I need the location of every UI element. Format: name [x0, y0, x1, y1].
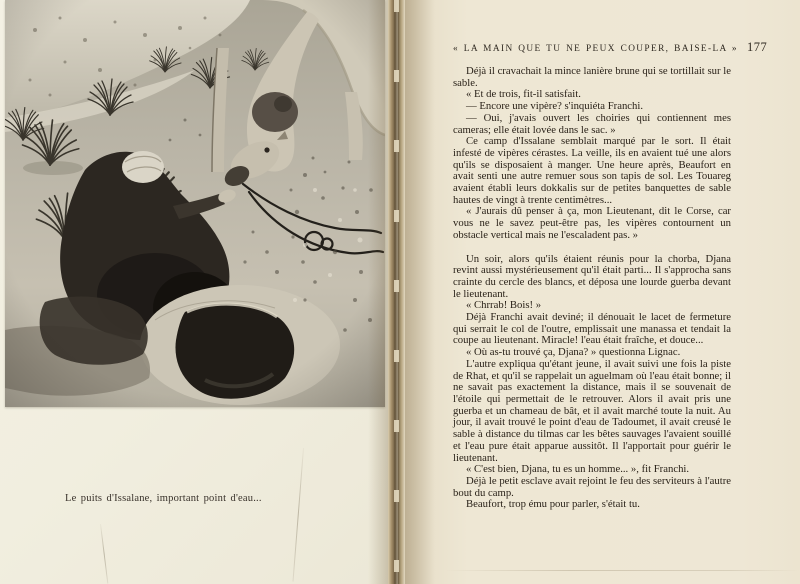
page-number: 177: [746, 40, 768, 54]
paragraph: — Encore une vipère? s'inquiéta Franchi.: [466, 100, 644, 113]
photo-desert-well: [5, 0, 385, 407]
paragraph: Un soir, alors qu'ils étaient réunis pour la chorba, Djana revint aussi mystérieusement qu'il était parti... Il s'approcha sans crainte du cercle des blancs, et déposa une lourde guerba devant le lieutenant.: [453, 252, 731, 300]
right-page: [405, 0, 800, 584]
left-page: [0, 0, 388, 584]
paragraph: « Chrrab! Bois! »: [466, 299, 542, 312]
photo-caption: Le puits d'Issalane, important point d'eau...: [65, 493, 262, 504]
paragraph: « Où as-tu trouvé ça, Djana? » questionna Lignac.: [466, 346, 681, 359]
paragraph: Déjà Franchi avait deviné; il dénouait le lacet de fermeture qui serrait le col de l'outre, emplissait une manassa et tendait la coupe au lieutenant. Miracle! l'eau était fraîche, et douce...: [453, 311, 731, 347]
paragraph: Déjà il cravachait la mince lanière brune qui se tortillait sur le sable.: [453, 65, 731, 89]
paper-scratch: [100, 524, 108, 584]
book-binding-gutter: [388, 0, 405, 584]
body-text: [453, 66, 731, 511]
paragraph: Beaufort, trop ému pour parler, s'était tu.: [466, 498, 640, 511]
page-header: [453, 40, 768, 55]
paragraph: Déjà le petit esclave avait rejoint le feu des serviteurs à l'autre bout du camp.: [453, 474, 731, 499]
paragraph: « Et de trois, fit-il satisfait.: [466, 88, 581, 101]
paper-scratch: [292, 448, 304, 582]
running-title: « LA MAIN QUE TU NE PEUX COUPER, BAISE-LA »: [453, 44, 738, 54]
photo-illustration: [5, 0, 385, 407]
paragraph: — Oui, j'avais ouvert les choiries qui contiennent mes cameras; elle était lovée dans le sac. »: [453, 111, 731, 136]
paragraph: « J'aurais dû penser à ça, mon Lieutenant, dit le Corse, car vous ne le savez peut-être pas, les vipères contournent un obstacle vertical mais ne l'escaladent pas. »: [453, 205, 731, 241]
binding-stitches: [394, 0, 399, 584]
paragraph: Ce camp d'Issalane semblait marqué par le sort. Il était infesté de vipères cérastes. La veille, ils en avaient tué une alors qu'ils se disposaient à manger. Une heure après, Beaufort en avait senti une autre remuer sous son tapis de sol. Les Touareg avaient établi leurs dokkalis sur de petites banquettes de sable hautes de vingt à trente centimètres...: [453, 135, 731, 206]
paragraph: « C'est bien, Djana, tu es un homme... », fit Franchi.: [466, 463, 690, 476]
paragraph: L'autre expliqua qu'étant jeune, il avait suivi une fois la piste de Rhat, et qu'il se rappelait un aguelmam où l'eau était bonne; il ne savait pas exactement la distance, mais il se souvenait de l'étoile qui permettait de le retrouver. Alors il avait pris une guerba et un chameau de bât, et il avait marché toute la nuit. Au jour, il avait trouvé le point d'eau de Tadoumet, il avait creusé le sable à distance du tilmas car les bêtes sauvages l'avaient souillé et l'eau pure était apparue aussitôt. Il l'apportait pour guérir le lieutenant.: [453, 357, 731, 464]
